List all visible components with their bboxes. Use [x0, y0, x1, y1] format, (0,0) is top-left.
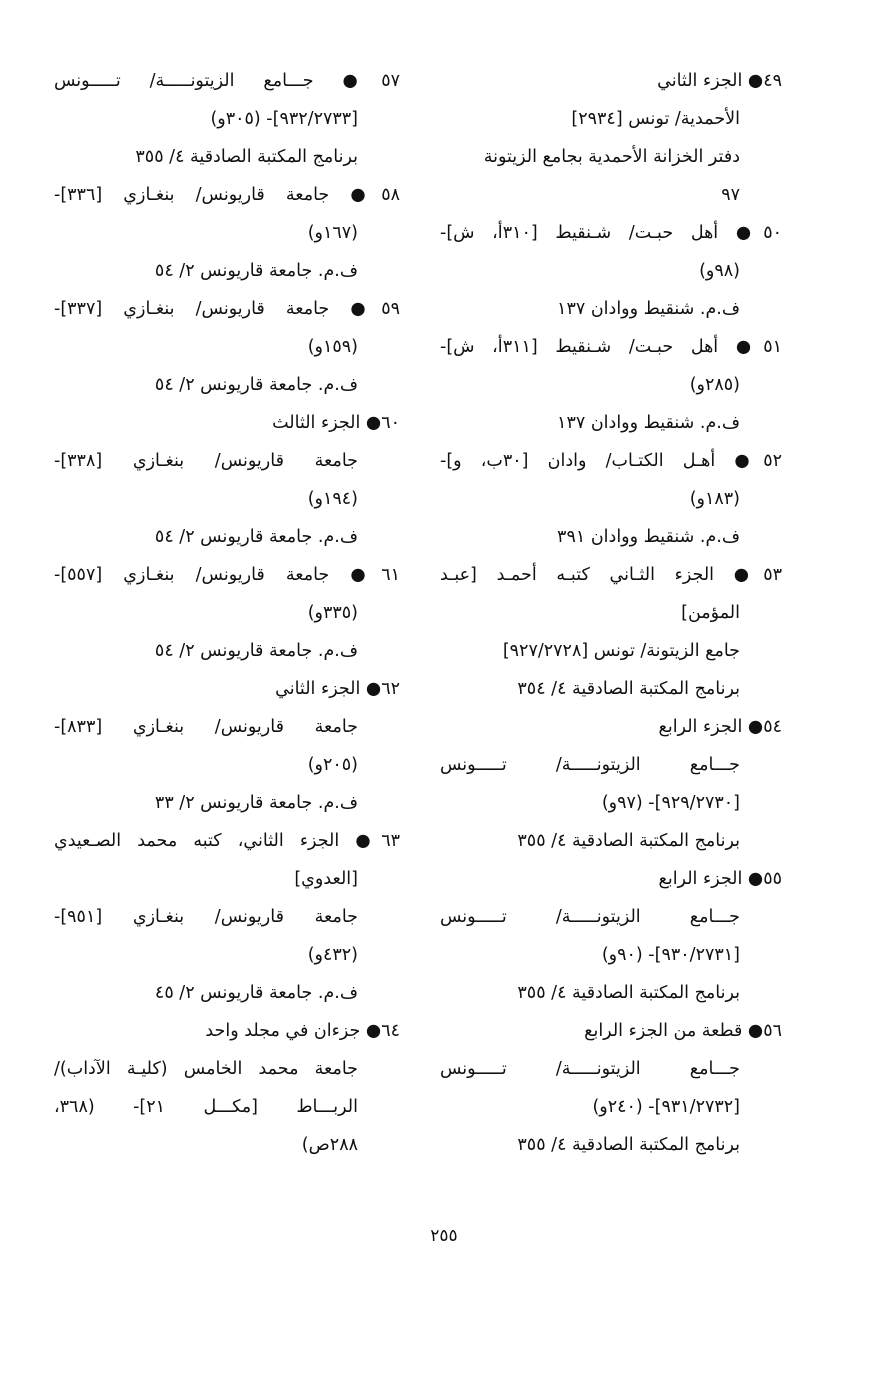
entry-detail-line: جـــامع الزيتونـــــة/ تـــــونس	[440, 907, 740, 927]
entry-detail-line: (٢٨٥و)	[689, 375, 740, 395]
entry-detail-line: الربـــاط [مكـــل ٢١]- (٣٦٨،	[54, 1097, 358, 1117]
entry-heading-line: ٥٧● جـــامع الزيتونـــــة/ تـــــونس	[54, 71, 400, 91]
entry-detail-line: (١٨٣و)	[689, 489, 740, 509]
entry-detail-line: جامعة قاريونس/ بنغـازي [٣٣٨]-	[54, 451, 358, 471]
entry-detail-line: برنامج المكتبة الصادقية ٤/ ٣٥٥	[517, 983, 740, 1003]
entry-detail-line: (١٥٩و)	[307, 337, 358, 357]
entry-detail-line: ف.م. جامعة قاريونس ٢/ ٥٤	[154, 641, 358, 661]
entry-heading-line: ٥٥● الجزء الرابع	[658, 869, 782, 889]
entry-detail-line: جامع الزيتونة/ تونس [٩٢٧/٢٧٢٨]	[502, 641, 740, 661]
entry-heading-line: ٥٨● جامعة قاريونس/ بنغـازي [٣٣٦]-	[54, 185, 400, 205]
entry-detail-line: برنامج المكتبة الصادقية ٤/ ٣٥٥	[517, 1135, 740, 1155]
entry-detail-line: ف.م. جامعة قاريونس ٢/ ٤٥	[154, 983, 358, 1003]
entry-heading-line: ٦٢● الجزء الثاني	[275, 679, 400, 699]
entry-detail-line: جـــامع الزيتونـــــة/ تـــــونس	[440, 755, 740, 775]
entry-detail-line: ٢٨٨ص)	[301, 1135, 358, 1155]
entry-detail-line: [٩٢٩/٢٧٣٠]- (٩٧و)	[601, 793, 740, 813]
entry-detail-line: المؤمن]	[681, 603, 740, 623]
entry-heading-line: ٦٠● الجزء الثالث	[272, 413, 400, 433]
entry-detail-line: برنامج المكتبة الصادقية ٤/ ٣٥٤	[517, 679, 740, 699]
entry-heading-line: ٤٩● الجزء الثاني	[657, 71, 782, 91]
entry-detail-line: ف.م. شنقيط ووادان ١٣٧	[557, 299, 740, 319]
entry-detail-line: ف.م. جامعة قاريونس ٢/ ٥٤	[154, 527, 358, 547]
page-number: ٢٥٥	[430, 1226, 458, 1246]
entry-detail-line: [٩٣٢/٢٧٣٣]- (٣٠٥و)	[210, 109, 358, 129]
entry-heading-line: ٥٤● الجزء الرابع	[658, 717, 782, 737]
entry-detail-line: ف.م. شنقيط ووادان ١٣٧	[557, 413, 740, 433]
entry-heading-line: ٦٣● الجزء الثاني، كتبه محمد الصـعيدي	[54, 831, 400, 851]
entry-detail-line: (١٦٧و)	[307, 223, 358, 243]
entry-detail-line: [٩٣٠/٢٧٣١]- (٩٠و)	[601, 945, 740, 965]
entry-detail-line: برنامج المكتبة الصادقية ٤/ ٣٥٥	[135, 147, 358, 167]
entry-detail-line: ف.م. جامعة قاريونس ٢/ ٣٣	[154, 793, 358, 813]
entry-heading-line: ٥٣● الجزء الثـاني كتبـه أحمـد [عبـد	[440, 565, 782, 585]
entry-detail-line: (٤٣٢و)	[307, 945, 358, 965]
entry-detail-line: جـــامع الزيتونـــــة/ تـــــونس	[440, 1059, 740, 1079]
entry-detail-line: جامعة محمد الخامس (كليـة الآداب)/	[54, 1059, 358, 1079]
entry-detail-line: ف.م. جامعة قاريونس ٢/ ٥٤	[154, 261, 358, 281]
entry-detail-line: (١٩٤و)	[307, 489, 358, 509]
entry-detail-line: [٩٣١/٢٧٣٢]- (٢٤٠و)	[592, 1097, 740, 1117]
left-column	[54, 62, 400, 1164]
entry-detail-line: ف.م. شنقيط ووادان ٣٩١	[557, 527, 740, 547]
entry-heading-line: ٦٤● جزءان في مجلد واحد	[205, 1021, 400, 1041]
entry-heading-line: ٦١● جامعة قاريونس/ بنغـازي [٥٥٧]-	[54, 565, 400, 585]
entry-heading-line: ٥٩● جامعة قاريونس/ بنغـازي [٣٣٧]-	[54, 299, 400, 319]
entry-detail-line: [العدوي]	[294, 869, 358, 889]
entry-detail-line: جامعة قاريونس/ بنغـازي [٩٥١]-	[54, 907, 358, 927]
entry-detail-line: جامعة قاريونس/ بنغـازي [٨٣٣]-	[54, 717, 358, 737]
entry-detail-line: الأحمدية/ تونس [٢٩٣٤]	[571, 109, 740, 129]
entry-heading-line: ٥٦● قطعة من الجزء الرابع	[584, 1021, 782, 1041]
entry-detail-line: دفتر الخزانة الأحمدية بجامع الزيتونة	[483, 147, 740, 167]
entry-detail-line: (٣٣٥و)	[307, 603, 358, 623]
entry-detail-line: ف.م. جامعة قاريونس ٢/ ٥٤	[154, 375, 358, 395]
entry-detail-line: ٩٧	[721, 185, 740, 205]
entry-detail-line: (٩٨و)	[699, 261, 740, 281]
entry-heading-line: ٥٠● أهل حبـت/ شـنقيط [٣١٠أ، ش]-	[440, 223, 782, 243]
entry-detail-line: برنامج المكتبة الصادقية ٤/ ٣٥٥	[517, 831, 740, 851]
entry-heading-line: ٥٢● أهـل الكتـاب/ وادان [٣٠ب، و]-	[440, 451, 782, 471]
right-column	[440, 62, 782, 1164]
entry-heading-line: ٥١● أهل حبـت/ شـنقيط [٣١١أ، ش]-	[440, 337, 782, 357]
entry-detail-line: (٢٠٥و)	[307, 755, 358, 775]
